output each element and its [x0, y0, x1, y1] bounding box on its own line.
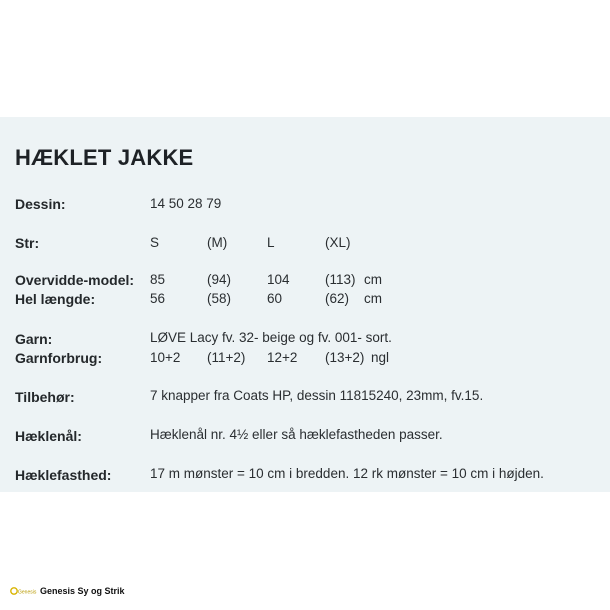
- hel-laengde-m: (58): [207, 291, 232, 306]
- garnforbrug-l: 12+2: [267, 350, 298, 365]
- hel-laengde-l: 60: [267, 291, 283, 306]
- shop-name: Genesis Sy og Strik: [40, 586, 125, 596]
- overvidde-l: 104: [267, 272, 290, 287]
- overvidde-label: Overvidde-model:: [15, 272, 135, 288]
- haeklefasthed-label: Hæklefasthed:: [15, 467, 112, 483]
- size-label: Str:: [15, 235, 40, 251]
- size-l: L: [267, 235, 275, 250]
- dessin-label: Dessin:: [15, 196, 66, 212]
- dessin-value: 14 50 28 79: [150, 196, 222, 211]
- garnforbrug-s: 10+2: [150, 350, 181, 365]
- overvidde-s: 85: [150, 272, 166, 287]
- size-s: S: [150, 235, 160, 250]
- overvidde-unit: cm: [364, 272, 382, 287]
- garnforbrug-xl: (13+2): [325, 350, 365, 365]
- garn-value: LØVE Lacy fv. 32- beige og fv. 001- sort.: [150, 330, 392, 345]
- overvidde-m: (94): [207, 272, 232, 287]
- hel-laengde-xl: (62): [325, 291, 350, 306]
- overvidde-xl: (113): [325, 272, 356, 287]
- page-title: HÆKLET JAKKE: [15, 145, 194, 170]
- size-xl: (XL): [325, 235, 351, 250]
- garnforbrug-m: (11+2): [207, 350, 246, 365]
- hel-laengde-unit: cm: [364, 291, 382, 306]
- haeklenal-label: Hæklenål:: [15, 428, 82, 444]
- logo-text: Genesis: [18, 589, 37, 596]
- tilbehor-value: 7 knapper fra Coats HP, dessin 11815240, 23mm, fv.15.: [150, 388, 484, 403]
- garnforbrug-label: Garnforbrug:: [15, 350, 103, 366]
- haeklefasthed-value: 17 m mønster = 10 cm i bredden. 12 rk mønster = 10 cm i højden.: [150, 466, 544, 481]
- genesis-logo-icon: [10, 586, 37, 596]
- tilbehor-label: Tilbehør:: [15, 389, 75, 405]
- hel-laengde-s: 56: [150, 291, 166, 306]
- garn-label: Garn:: [15, 331, 53, 347]
- size-m: (M): [207, 235, 228, 250]
- hel-laengde-label: Hel længde:: [15, 291, 96, 307]
- haeklenal-value: Hæklenål nr. 4½ eller så hæklefastheden passer.: [150, 427, 443, 442]
- garnforbrug-unit: ngl: [371, 350, 390, 365]
